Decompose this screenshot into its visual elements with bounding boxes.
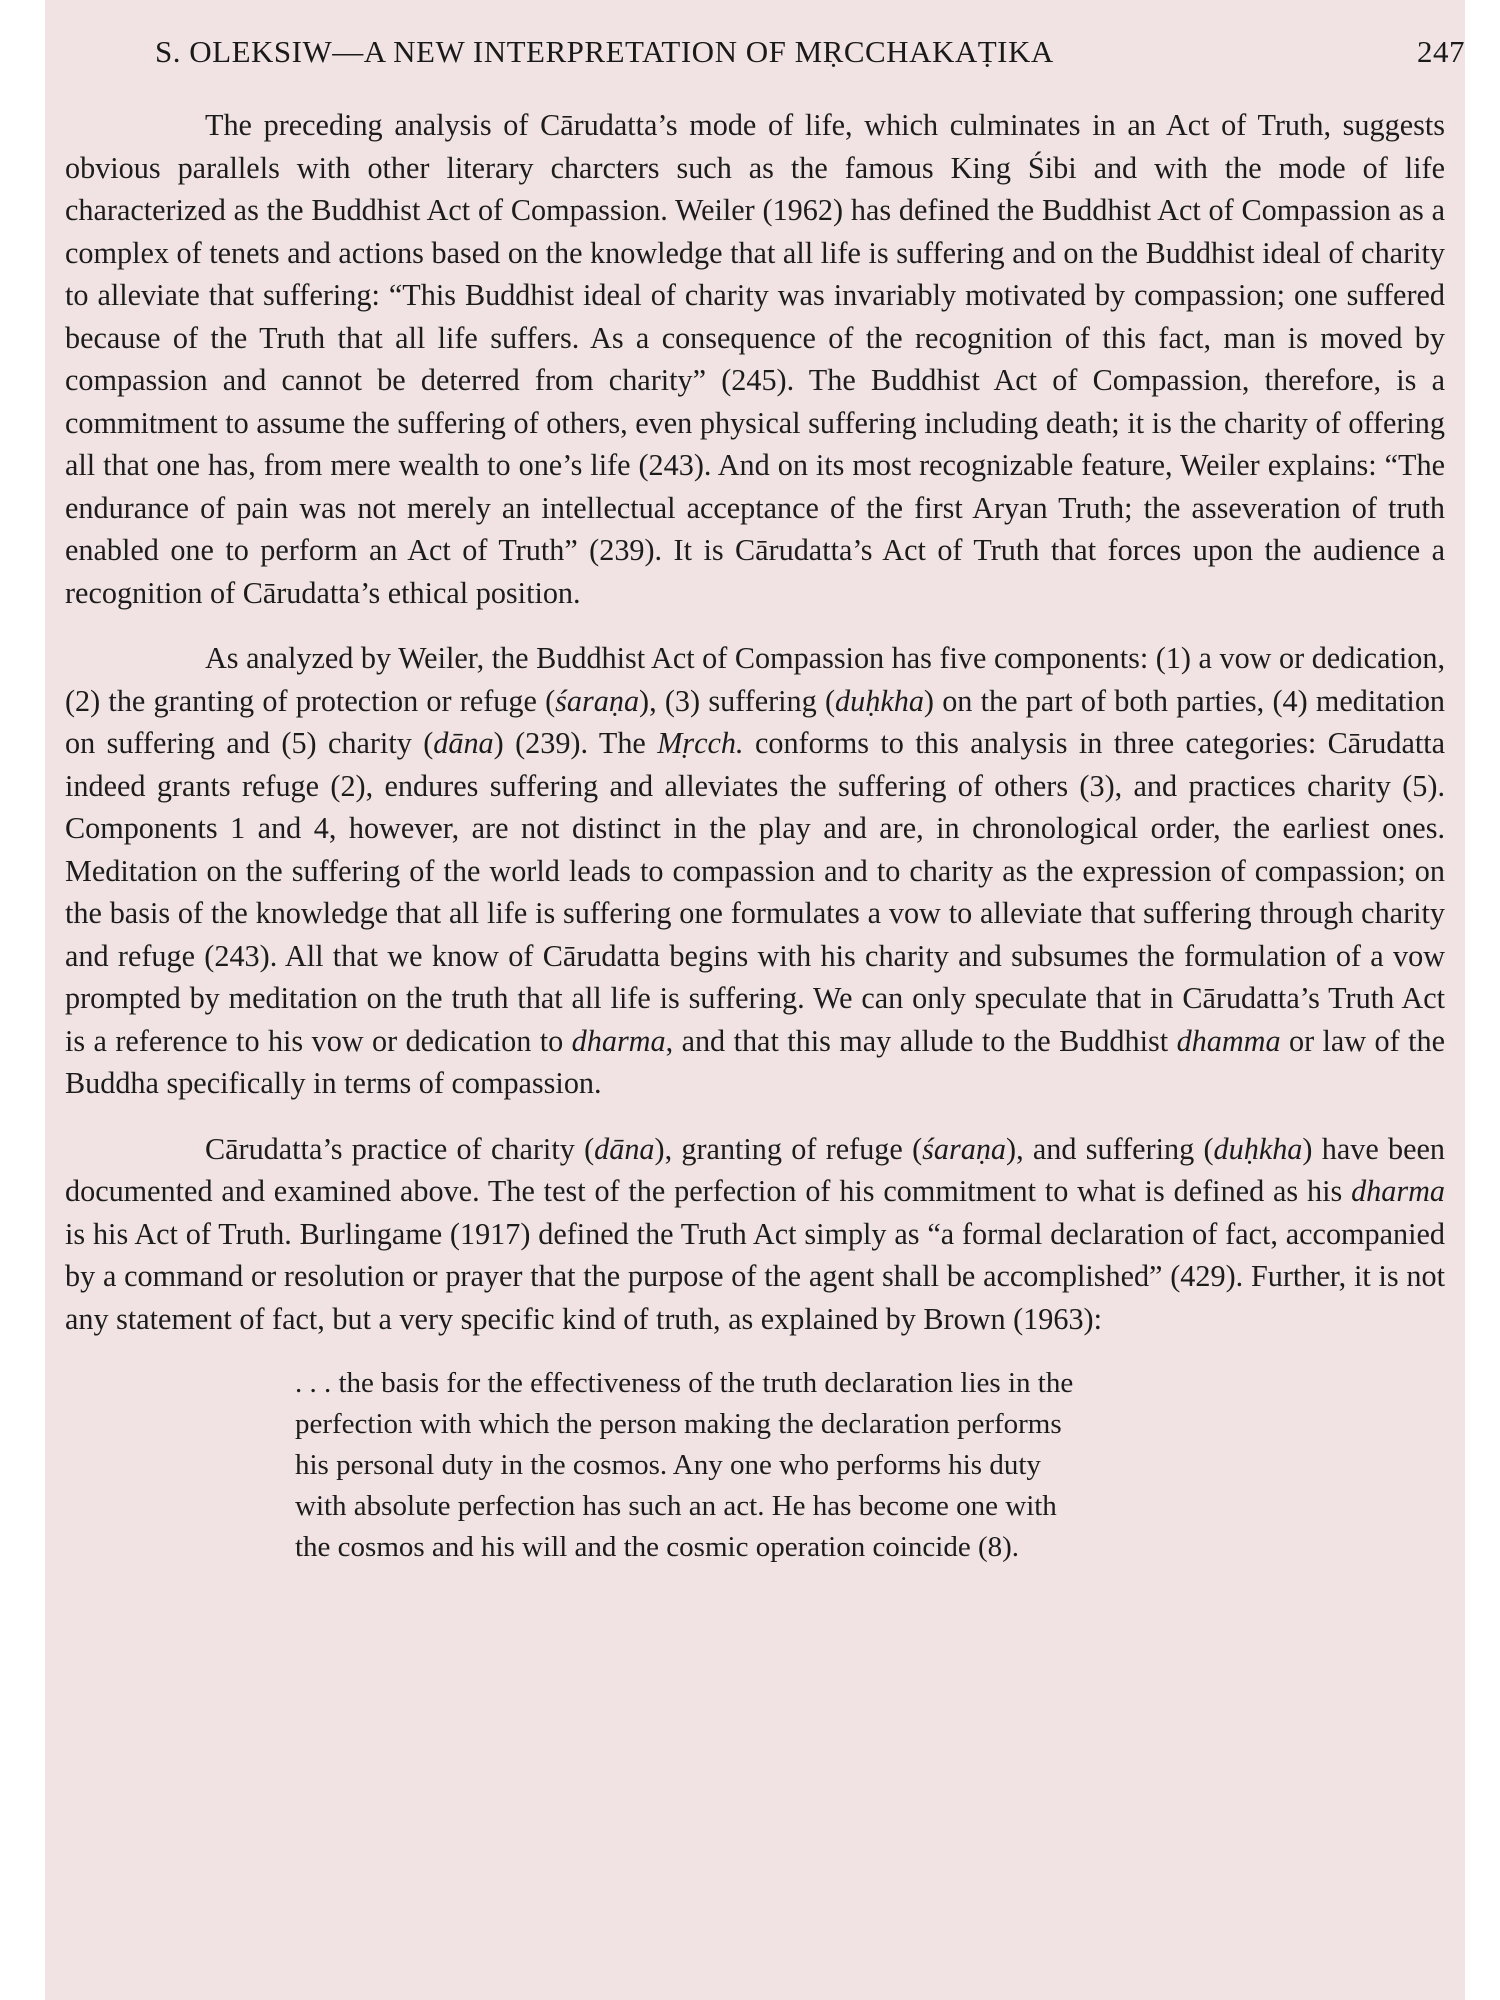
text-run: conforms to this analysis in three categories: Cārudatta indeed grants refuge (2), endures suffering and alleviates the suffering of others (3), and practices charity (5). Components 1 and 4, however, are not distinct in the play and are, in chronological order, the earliest ones. Meditation on the suffering of the world leads to compassion and to charity as the expression of compassion; on the basis of the knowledge that all life is suffering one formulates a vow to alleviate that suffering through charity and refuge (243). All that we know of Cārudatta begins with his charity and subsumes the formulation of a vow prompted by meditation on the truth that all life is suffering. We can only speculate that in Cārudatta’s Truth Act is a reference to his vow or dedication to xyxy=(65,726,1446,1058)
italic-term: dhamma xyxy=(1176,1023,1281,1058)
italic-term: dāna xyxy=(594,1131,655,1166)
text-run: ) on the part of both parties, (4) meditation on suffering and (5) charity ( xyxy=(65,683,1446,760)
block-quote: . . . the basis for the effectiveness of the truth declaration lies in the perfection with which the person making the declaration performs his personal duty in the cosmos. Any one who performs his duty with absolute perfection has such an act. He has become one with the cosmos and his will and the cosmic operation coincide (8). xyxy=(295,1367,1074,1563)
book-page xyxy=(45,0,1465,2000)
text-run: is his Act of Truth. Burlingame (1917) defined the Truth Act simply as “a formal declaration of fact, accompanied by a command or resolution or prayer that the purpose of the agent shall be accomplished” (429). Further, it is not any statement of fact, but a very specific kind of truth, as explained by Brown (1963): xyxy=(65,1216,1445,1336)
italic-term: Mṛcch. xyxy=(657,726,744,760)
italic-term: dharma xyxy=(1351,1174,1445,1208)
italic-term: śaraṇa xyxy=(922,1131,1007,1166)
running-title: S. OLEKSIW—A NEW INTERPRETATION OF MṚCCHAKAṬIKA xyxy=(155,34,1054,69)
italic-term: duḥkha xyxy=(1213,1131,1303,1166)
text-run: ), and suffering ( xyxy=(1006,1131,1214,1166)
text-run: ) (239). The xyxy=(493,726,658,760)
text-run: , and that this may allude to the Buddhist xyxy=(665,1023,1177,1058)
text-run: or law of the Buddha specifically in terms of compassion. xyxy=(65,1023,1446,1100)
paragraph-1 xyxy=(65,104,1445,614)
page-body xyxy=(65,104,1445,1568)
page-header xyxy=(155,30,1465,80)
text-run: ), granting of refuge ( xyxy=(654,1131,923,1166)
italic-term: dāna xyxy=(433,726,494,760)
text-run: ) have been documented and examined above. The test of the perfection of his commitment to what is defined as his xyxy=(65,1131,1445,1208)
text-run: ), (3) suffering ( xyxy=(639,683,836,718)
paragraph-3 xyxy=(65,1128,1445,1341)
italic-term: dharma xyxy=(571,1023,666,1058)
paragraph-2 xyxy=(65,637,1445,1105)
italic-term: duḥkha xyxy=(835,683,924,718)
page-number: 247 xyxy=(1417,34,1465,69)
text-run: As analyzed by Weiler, the Buddhist Act of Compassion has five components: (1) a vow or dedication, (2) the granting of protection or refuge ( xyxy=(65,641,1445,718)
text-run: The preceding analysis of Cārudatta’s mode of life, which culminates in an Act of Truth, suggests obvious parallels with other literary charcters such as the famous King Śibi and with the mode of life characterized as the Buddhist Act of Compassion. Weiler (1962) has defined the Buddhist Act of Compassion as a complex of tenets and actions based on the knowledge that all life is suffering and on the Buddhist ideal of charity to alleviate that suffering: “This Buddhist ideal of charity was invariably motivated by compassion; one suffered because of the Truth that all life suffers. As a consequence of the recognition of this fact, man is moved by compassion and cannot be deterred from charity” (245). The Buddhist Act of Compassion, therefore, is a commitment to assume the suffering of others, even physical suffering including death; it is the charity of offering all that one has, from mere wealth to one’s life (243). And on its most recognizable feature, Weiler explains: “The endurance of pain was not merely an intellectual acceptance of the first Aryan Truth; the asseveration of truth enabled one to perform an Act of Truth” (239). It is Cārudatta’s Act of Truth that forces upon the audience a recognition of Cārudatta’s ethical position. xyxy=(65,108,1445,610)
text-run: Cārudatta’s practice of charity ( xyxy=(205,1131,595,1166)
italic-term: śaraṇa xyxy=(555,683,640,718)
